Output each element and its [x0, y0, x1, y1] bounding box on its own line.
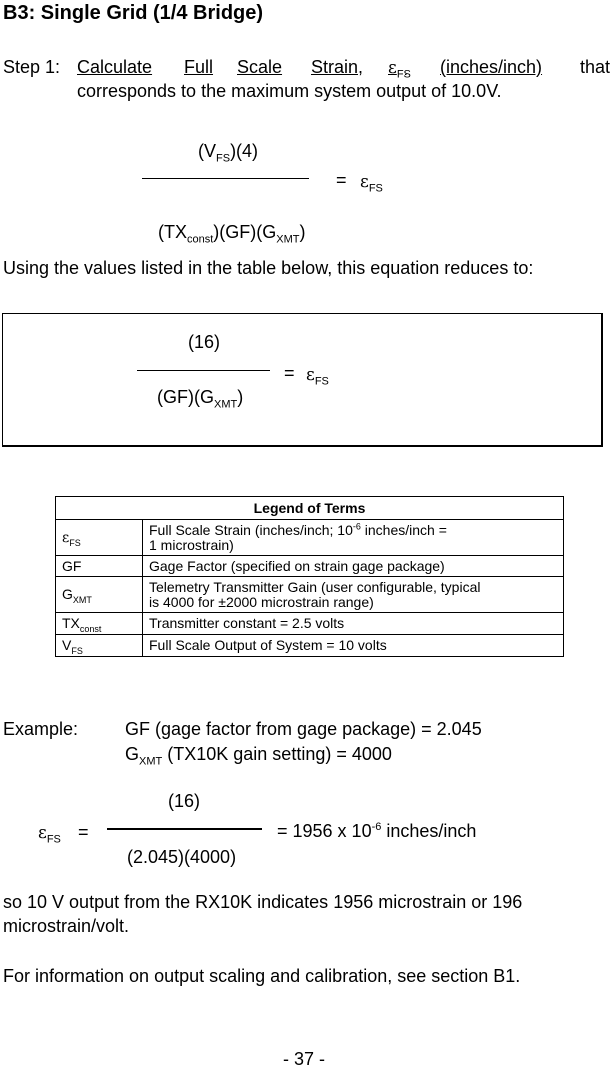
- step-word-full: Full: [184, 57, 214, 77]
- legend-description: Telemetry Transmitter Gain (user configurable, typical is 4000 for ±2000 microstrain range): [143, 577, 564, 613]
- eq2-equals: =: [284, 363, 295, 383]
- step-word-calculate: Calculate: [77, 57, 153, 77]
- eq1-equals: =: [336, 170, 347, 190]
- eq2-rhs: $\varepsilon_{FS}$: [306, 365, 329, 388]
- example-label: Example:: [3, 719, 79, 739]
- legend-title: Legend of Terms: [56, 497, 564, 520]
- equation-box: [2, 313, 603, 447]
- eq3-result: = 1956 x $10^{-6}$ inches/inch: [277, 821, 477, 841]
- table-row: [56, 613, 564, 635]
- legend-description: Full Scale Strain (inches/inch; $10^{-6}$ inches/inch = 1 microstrain): [143, 520, 564, 556]
- step-word-units: (inches/inch): [440, 57, 543, 77]
- step-label: Step 1:: [3, 57, 61, 77]
- eq2-numerator: (16): [188, 332, 221, 352]
- eq3-numerator: (16): [168, 791, 201, 811]
- eq1-rhs: $\varepsilon_{FS}$: [360, 172, 383, 195]
- page-title: B3: Single Grid (1/4 Bridge): [3, 2, 264, 24]
- legend-table: [55, 496, 564, 657]
- legend-header-row: [56, 497, 564, 520]
- conclusion-line-2: microstrain/volt.: [3, 916, 130, 936]
- legend-description: Gage Factor (specified on strain gage package): [143, 556, 564, 577]
- example-line-2: $G_{XMT}$ (TX10K gain setting) = 4000: [125, 744, 392, 768]
- step-word-that: that: [580, 57, 611, 77]
- step-word-strain: Strain,: [311, 57, 364, 77]
- legend-description: Transmitter constant = 2.5 volts: [143, 613, 564, 635]
- info-text: For information on output scaling and calibration, see section B1.: [3, 966, 521, 986]
- table-row: [56, 635, 564, 657]
- eq1-numerator: $(V_{FS})(4)$: [198, 141, 259, 165]
- table-row: [56, 556, 564, 577]
- legend-symbol: $\varepsilon_{FS}$: [56, 520, 143, 556]
- example-line-1: GF (gage factor from gage package) = 2.045: [125, 719, 482, 739]
- legend-symbol: GF: [56, 556, 143, 577]
- eq3-fraction-bar: [107, 828, 262, 830]
- eq2-fraction-bar: [137, 370, 270, 371]
- eq2-denominator: $(GF)(G_{XMT})$: [157, 387, 244, 411]
- step-epsilon-fs: [388, 57, 411, 81]
- eq1-fraction-bar: [142, 178, 309, 179]
- table-row: [56, 520, 564, 556]
- legend-symbol: $G_{XMT}$: [56, 577, 143, 613]
- step-word-scale: Scale: [237, 57, 283, 77]
- legend-symbol: $V_{FS}$: [56, 635, 143, 657]
- page-number: - 37 -: [283, 1049, 326, 1069]
- eq3-equals: =: [78, 822, 89, 842]
- legend-symbol: $TX_{const}$: [56, 613, 143, 635]
- fs-subscript: FS: [396, 68, 411, 81]
- legend-description: Full Scale Output of System = 10 volts: [143, 635, 564, 657]
- reduces-text: Using the values listed in the table below, this equation reduces to:: [3, 258, 534, 278]
- eq3-lhs: $\varepsilon_{FS}$: [38, 823, 61, 846]
- epsilon-symbol: ε: [388, 58, 397, 78]
- conclusion-line-1: so 10 V output from the RX10K indicates 1956 microstrain or 196: [3, 892, 523, 912]
- eq3-denominator: (2.045)(4000): [127, 847, 237, 867]
- step-line-2: corresponds to the maximum system output of 10.0V.: [77, 81, 502, 101]
- table-row: [56, 577, 564, 613]
- eq1-denominator: $(TX_{const})(GF)(G_{XMT})$: [158, 222, 306, 246]
